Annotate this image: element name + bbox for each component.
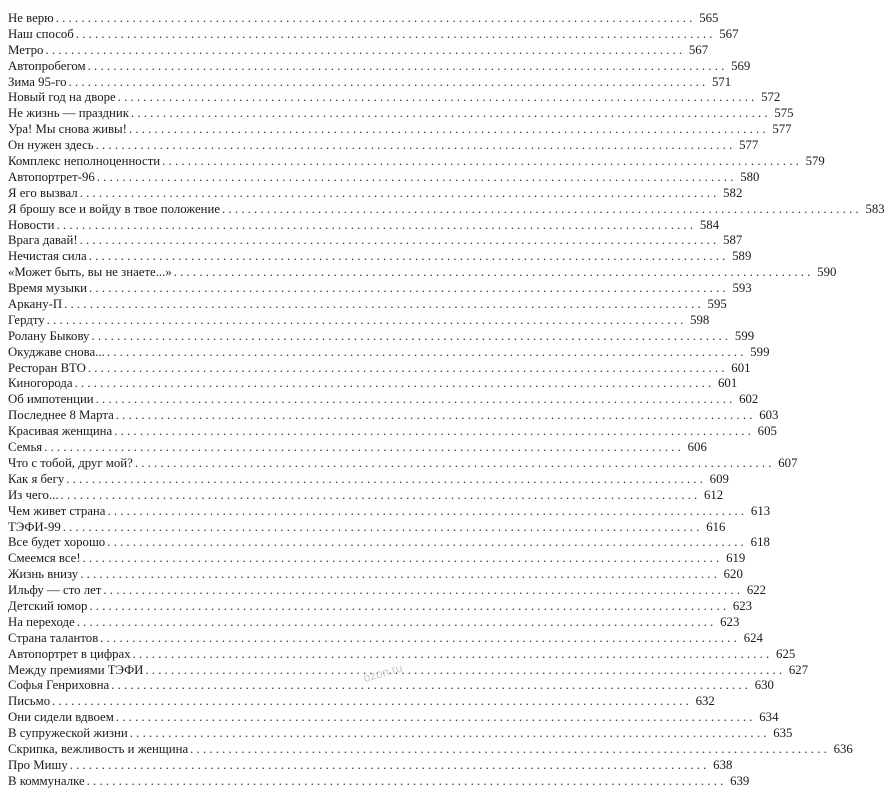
toc-entry-title: Автопортрет в цифрах bbox=[8, 646, 131, 661]
toc-entry-title: Об импотенции bbox=[8, 392, 94, 407]
toc-entry-title: Письмо bbox=[8, 694, 51, 709]
toc-entry bbox=[8, 249, 752, 265]
toc-entry-title: Про Мишу bbox=[8, 757, 68, 772]
toc-entry bbox=[8, 455, 798, 472]
toc-entry bbox=[8, 598, 753, 615]
toc-entry-title: Последнее 8 Марта bbox=[8, 408, 114, 423]
dot-leader bbox=[88, 361, 725, 377]
toc-page-number: 612 bbox=[704, 487, 724, 502]
toc-entry-title: Новости bbox=[8, 217, 55, 232]
toc-entry bbox=[8, 551, 746, 567]
toc-page-number: 636 bbox=[833, 741, 853, 756]
toc-entry bbox=[8, 583, 767, 599]
dot-leader bbox=[61, 488, 698, 504]
dot-leader bbox=[83, 551, 720, 567]
toc-entry-title: Что с тобой, друг мой? bbox=[8, 455, 133, 470]
toc-page-number: 595 bbox=[707, 297, 727, 312]
toc-page-number: 618 bbox=[750, 535, 770, 550]
toc-page-number: 577 bbox=[772, 122, 792, 137]
dot-leader bbox=[45, 43, 682, 59]
toc-entry bbox=[8, 217, 720, 234]
toc-page-number: 572 bbox=[761, 90, 781, 105]
toc-entry-title: Из чего... bbox=[8, 487, 59, 502]
dot-leader bbox=[56, 218, 693, 234]
toc-page-number: 625 bbox=[776, 646, 796, 661]
dot-leader bbox=[89, 599, 726, 615]
toc-entry bbox=[8, 646, 796, 663]
toc-page-number: 575 bbox=[774, 106, 794, 121]
toc-page-number: 599 bbox=[734, 328, 755, 343]
toc-page-number: 580 bbox=[740, 169, 760, 184]
toc-entry-title: Он нужен здесь bbox=[8, 138, 94, 153]
toc-page-number: 634 bbox=[759, 710, 779, 725]
toc-entry-title: Не жизнь — праздник bbox=[8, 106, 129, 121]
dot-leader bbox=[76, 27, 713, 43]
dot-leader bbox=[96, 392, 733, 408]
toc-page-number: 602 bbox=[739, 392, 759, 407]
dot-leader bbox=[162, 154, 799, 170]
dot-leader bbox=[174, 265, 811, 281]
toc-entry-title: Киногорода bbox=[8, 376, 73, 391]
toc-entry bbox=[8, 122, 792, 138]
toc-page-number: 577 bbox=[739, 138, 759, 153]
toc-entry bbox=[8, 630, 763, 647]
toc-entry-title: В супружеской жизни bbox=[8, 726, 128, 741]
toc-page-number: 589 bbox=[732, 249, 752, 264]
toc-entry-title: Зима 95-го bbox=[8, 74, 67, 89]
toc-entry bbox=[8, 312, 710, 329]
dot-leader bbox=[75, 376, 712, 392]
dot-leader bbox=[107, 504, 744, 520]
toc-entry-title: Красивая женщина bbox=[8, 424, 113, 439]
toc-entry bbox=[8, 201, 885, 218]
dot-leader bbox=[130, 726, 767, 742]
toc-entry-title: Автопортрет-96 bbox=[8, 169, 95, 184]
toc-entry bbox=[8, 328, 755, 345]
toc-entry-title: Семья bbox=[8, 440, 43, 455]
toc-entry bbox=[8, 471, 729, 488]
toc-entry bbox=[8, 90, 781, 106]
toc-entry-title: Скрипка, вежливость и женщина bbox=[8, 741, 189, 756]
toc-page-number: 565 bbox=[699, 11, 719, 25]
dot-leader bbox=[69, 75, 706, 91]
toc-entry bbox=[8, 233, 743, 249]
toc-page-number: 620 bbox=[723, 567, 743, 582]
toc-entry-title: Ура! Мы снова живы! bbox=[8, 122, 127, 137]
toc-entry-title: Все будет хорошо bbox=[8, 535, 106, 550]
dot-leader bbox=[52, 694, 689, 710]
toc-entry bbox=[8, 710, 779, 726]
dot-leader bbox=[64, 297, 701, 313]
dot-leader bbox=[91, 329, 728, 345]
dot-leader bbox=[80, 567, 717, 583]
dot-leader bbox=[47, 313, 684, 329]
toc-page-number: 579 bbox=[805, 154, 825, 169]
toc-entry-title: Наш способ bbox=[8, 26, 74, 41]
dot-leader bbox=[97, 170, 734, 186]
toc-page-number: 622 bbox=[746, 583, 767, 598]
toc-entry bbox=[8, 169, 760, 186]
toc-entry-title: Я его вызвал bbox=[8, 185, 78, 200]
toc-page-number: 601 bbox=[731, 360, 751, 375]
toc-page-number: 587 bbox=[723, 233, 743, 248]
toc-entry bbox=[8, 614, 740, 631]
toc-entry bbox=[8, 265, 837, 281]
toc-entry bbox=[8, 11, 719, 27]
toc-page-number: 599 bbox=[750, 344, 770, 359]
toc-page-number: 593 bbox=[732, 281, 752, 296]
dot-leader bbox=[44, 440, 681, 456]
toc-page-number: 638 bbox=[713, 757, 733, 772]
toc-page-number: 582 bbox=[723, 185, 743, 200]
toc-entry bbox=[8, 757, 733, 774]
dot-leader bbox=[129, 122, 766, 138]
dot-leader bbox=[88, 59, 725, 75]
toc-page-number: 623 bbox=[732, 598, 753, 613]
toc-entry-title: Окуджаве снова... bbox=[8, 344, 105, 359]
toc-page-number: 567 bbox=[719, 26, 739, 41]
dot-leader bbox=[145, 663, 782, 679]
toc-entry-title: Чем живет страна bbox=[8, 503, 106, 518]
dot-leader bbox=[87, 774, 724, 790]
toc-entry bbox=[8, 185, 743, 202]
dot-leader bbox=[80, 186, 717, 202]
dot-leader bbox=[133, 647, 770, 663]
toc-page-number: 632 bbox=[695, 694, 715, 709]
dot-leader bbox=[107, 345, 744, 361]
toc-entry bbox=[8, 519, 726, 536]
dot-leader bbox=[96, 138, 733, 154]
toc-entry bbox=[8, 74, 732, 91]
toc-page-number: 584 bbox=[699, 217, 720, 232]
toc-entry-title: Жизнь внизу bbox=[8, 567, 79, 582]
toc-entry-title: Врага давай! bbox=[8, 233, 78, 248]
toc-entry-title: В коммуналке bbox=[8, 773, 85, 788]
toc-page-number: 624 bbox=[743, 630, 763, 645]
dot-leader bbox=[135, 456, 772, 472]
toc-entry-title: Ресторан ВТО bbox=[8, 360, 86, 375]
toc-page-number: 571 bbox=[712, 74, 732, 89]
toc-entry-title: Комплекс неполноценности bbox=[8, 154, 161, 169]
dot-leader bbox=[100, 631, 737, 647]
toc-entry-title: Нечистая сила bbox=[8, 249, 87, 264]
toc-entry-title: На переходе bbox=[8, 614, 75, 629]
toc-entry-title: Новый год на дворе bbox=[8, 90, 116, 105]
toc-entry-title: Между премиями ТЭФИ bbox=[8, 662, 144, 677]
toc-entry bbox=[8, 487, 724, 504]
toc-entry bbox=[8, 694, 715, 710]
dot-leader bbox=[89, 249, 726, 265]
toc-page-number: 613 bbox=[750, 503, 771, 518]
toc-entry-title: Гердту bbox=[8, 312, 45, 327]
dot-leader bbox=[103, 583, 740, 599]
toc-page-number: 601 bbox=[718, 376, 738, 391]
toc-entry bbox=[8, 360, 751, 377]
dot-leader bbox=[107, 535, 744, 551]
toc-entry bbox=[8, 408, 779, 424]
dot-leader bbox=[70, 758, 707, 774]
dot-leader bbox=[190, 742, 827, 758]
toc-entry bbox=[8, 503, 771, 520]
toc-entry bbox=[8, 344, 770, 361]
toc-entry bbox=[8, 297, 727, 313]
dot-leader bbox=[56, 11, 693, 27]
toc-page-number: 569 bbox=[731, 58, 751, 73]
toc-entry-title: «Может быть, вы не знаете...» bbox=[8, 265, 172, 280]
toc-page-number: 639 bbox=[730, 773, 750, 788]
dot-leader bbox=[131, 106, 768, 122]
toc-page-number: 630 bbox=[754, 678, 774, 693]
toc-entry-title: Аркану-П bbox=[8, 297, 63, 312]
toc-entry bbox=[8, 440, 707, 456]
toc-page-number: 606 bbox=[687, 440, 707, 455]
toc-entry-title: Смеемся все! bbox=[8, 551, 81, 566]
toc-page-number: 607 bbox=[778, 455, 798, 470]
toc-entry-title: Я брошу все и войду в твое положение bbox=[8, 201, 221, 216]
toc-page-number: 598 bbox=[690, 312, 710, 327]
dot-leader bbox=[116, 710, 753, 726]
dot-leader bbox=[114, 424, 751, 440]
toc-page-number: 619 bbox=[726, 551, 746, 566]
toc-entry-title: Ролану Быкову bbox=[8, 328, 90, 343]
dot-leader bbox=[77, 615, 714, 631]
toc-entry-title: Как я бегу bbox=[8, 471, 65, 486]
toc-page-number: 583 bbox=[865, 201, 885, 216]
toc-page-number: 623 bbox=[720, 614, 740, 629]
toc-page-number: 609 bbox=[709, 471, 729, 486]
dot-leader bbox=[89, 281, 726, 297]
toc-entry bbox=[8, 741, 853, 758]
toc-page-number: 616 bbox=[706, 519, 726, 534]
toc-entry bbox=[8, 567, 743, 583]
toc-page-number: 635 bbox=[773, 726, 793, 741]
toc-entry-title: Время музыки bbox=[8, 281, 88, 296]
toc-entry bbox=[8, 42, 709, 59]
toc-entry-title: ТЭФИ-99 bbox=[8, 519, 61, 534]
toc-entry bbox=[8, 424, 777, 440]
toc-entry-title: Ильфу — сто лет bbox=[8, 583, 102, 598]
toc-entry bbox=[8, 154, 825, 170]
toc-entry-title: Они сидели вдвоем bbox=[8, 710, 114, 725]
toc-entry-title: Метро bbox=[8, 42, 44, 57]
dot-leader bbox=[80, 233, 717, 249]
dot-leader bbox=[116, 408, 753, 424]
dot-leader bbox=[66, 472, 703, 488]
toc-entry-title: Детский юмор bbox=[8, 598, 88, 613]
toc-entry bbox=[8, 281, 752, 297]
toc-entry bbox=[8, 535, 770, 551]
toc-entry-title: Автопробегом bbox=[8, 58, 86, 73]
toc-entry bbox=[8, 138, 759, 154]
dot-leader bbox=[111, 678, 748, 694]
dot-leader bbox=[118, 90, 755, 106]
dot-leader bbox=[222, 202, 859, 218]
toc-entry bbox=[8, 773, 750, 790]
toc-entry-title: Не верю bbox=[8, 11, 54, 25]
toc-entry-title: Страна талантов bbox=[8, 630, 99, 645]
toc-entry bbox=[8, 376, 738, 392]
toc-page-number: 590 bbox=[817, 265, 837, 280]
toc-page-number: 605 bbox=[757, 424, 777, 439]
toc-entry bbox=[8, 58, 751, 75]
toc-page-number: 627 bbox=[788, 662, 809, 677]
toc-page-number: 603 bbox=[759, 408, 779, 423]
toc-entry-title: Софья Генриховна bbox=[8, 678, 110, 693]
toc-entry bbox=[8, 726, 793, 742]
toc-entry bbox=[8, 106, 794, 122]
toc-page-number: 567 bbox=[688, 42, 709, 57]
dot-leader bbox=[63, 520, 700, 536]
toc-entry bbox=[8, 26, 739, 43]
toc-entry bbox=[8, 392, 759, 408]
watermark: ozon.ru bbox=[361, 660, 404, 686]
